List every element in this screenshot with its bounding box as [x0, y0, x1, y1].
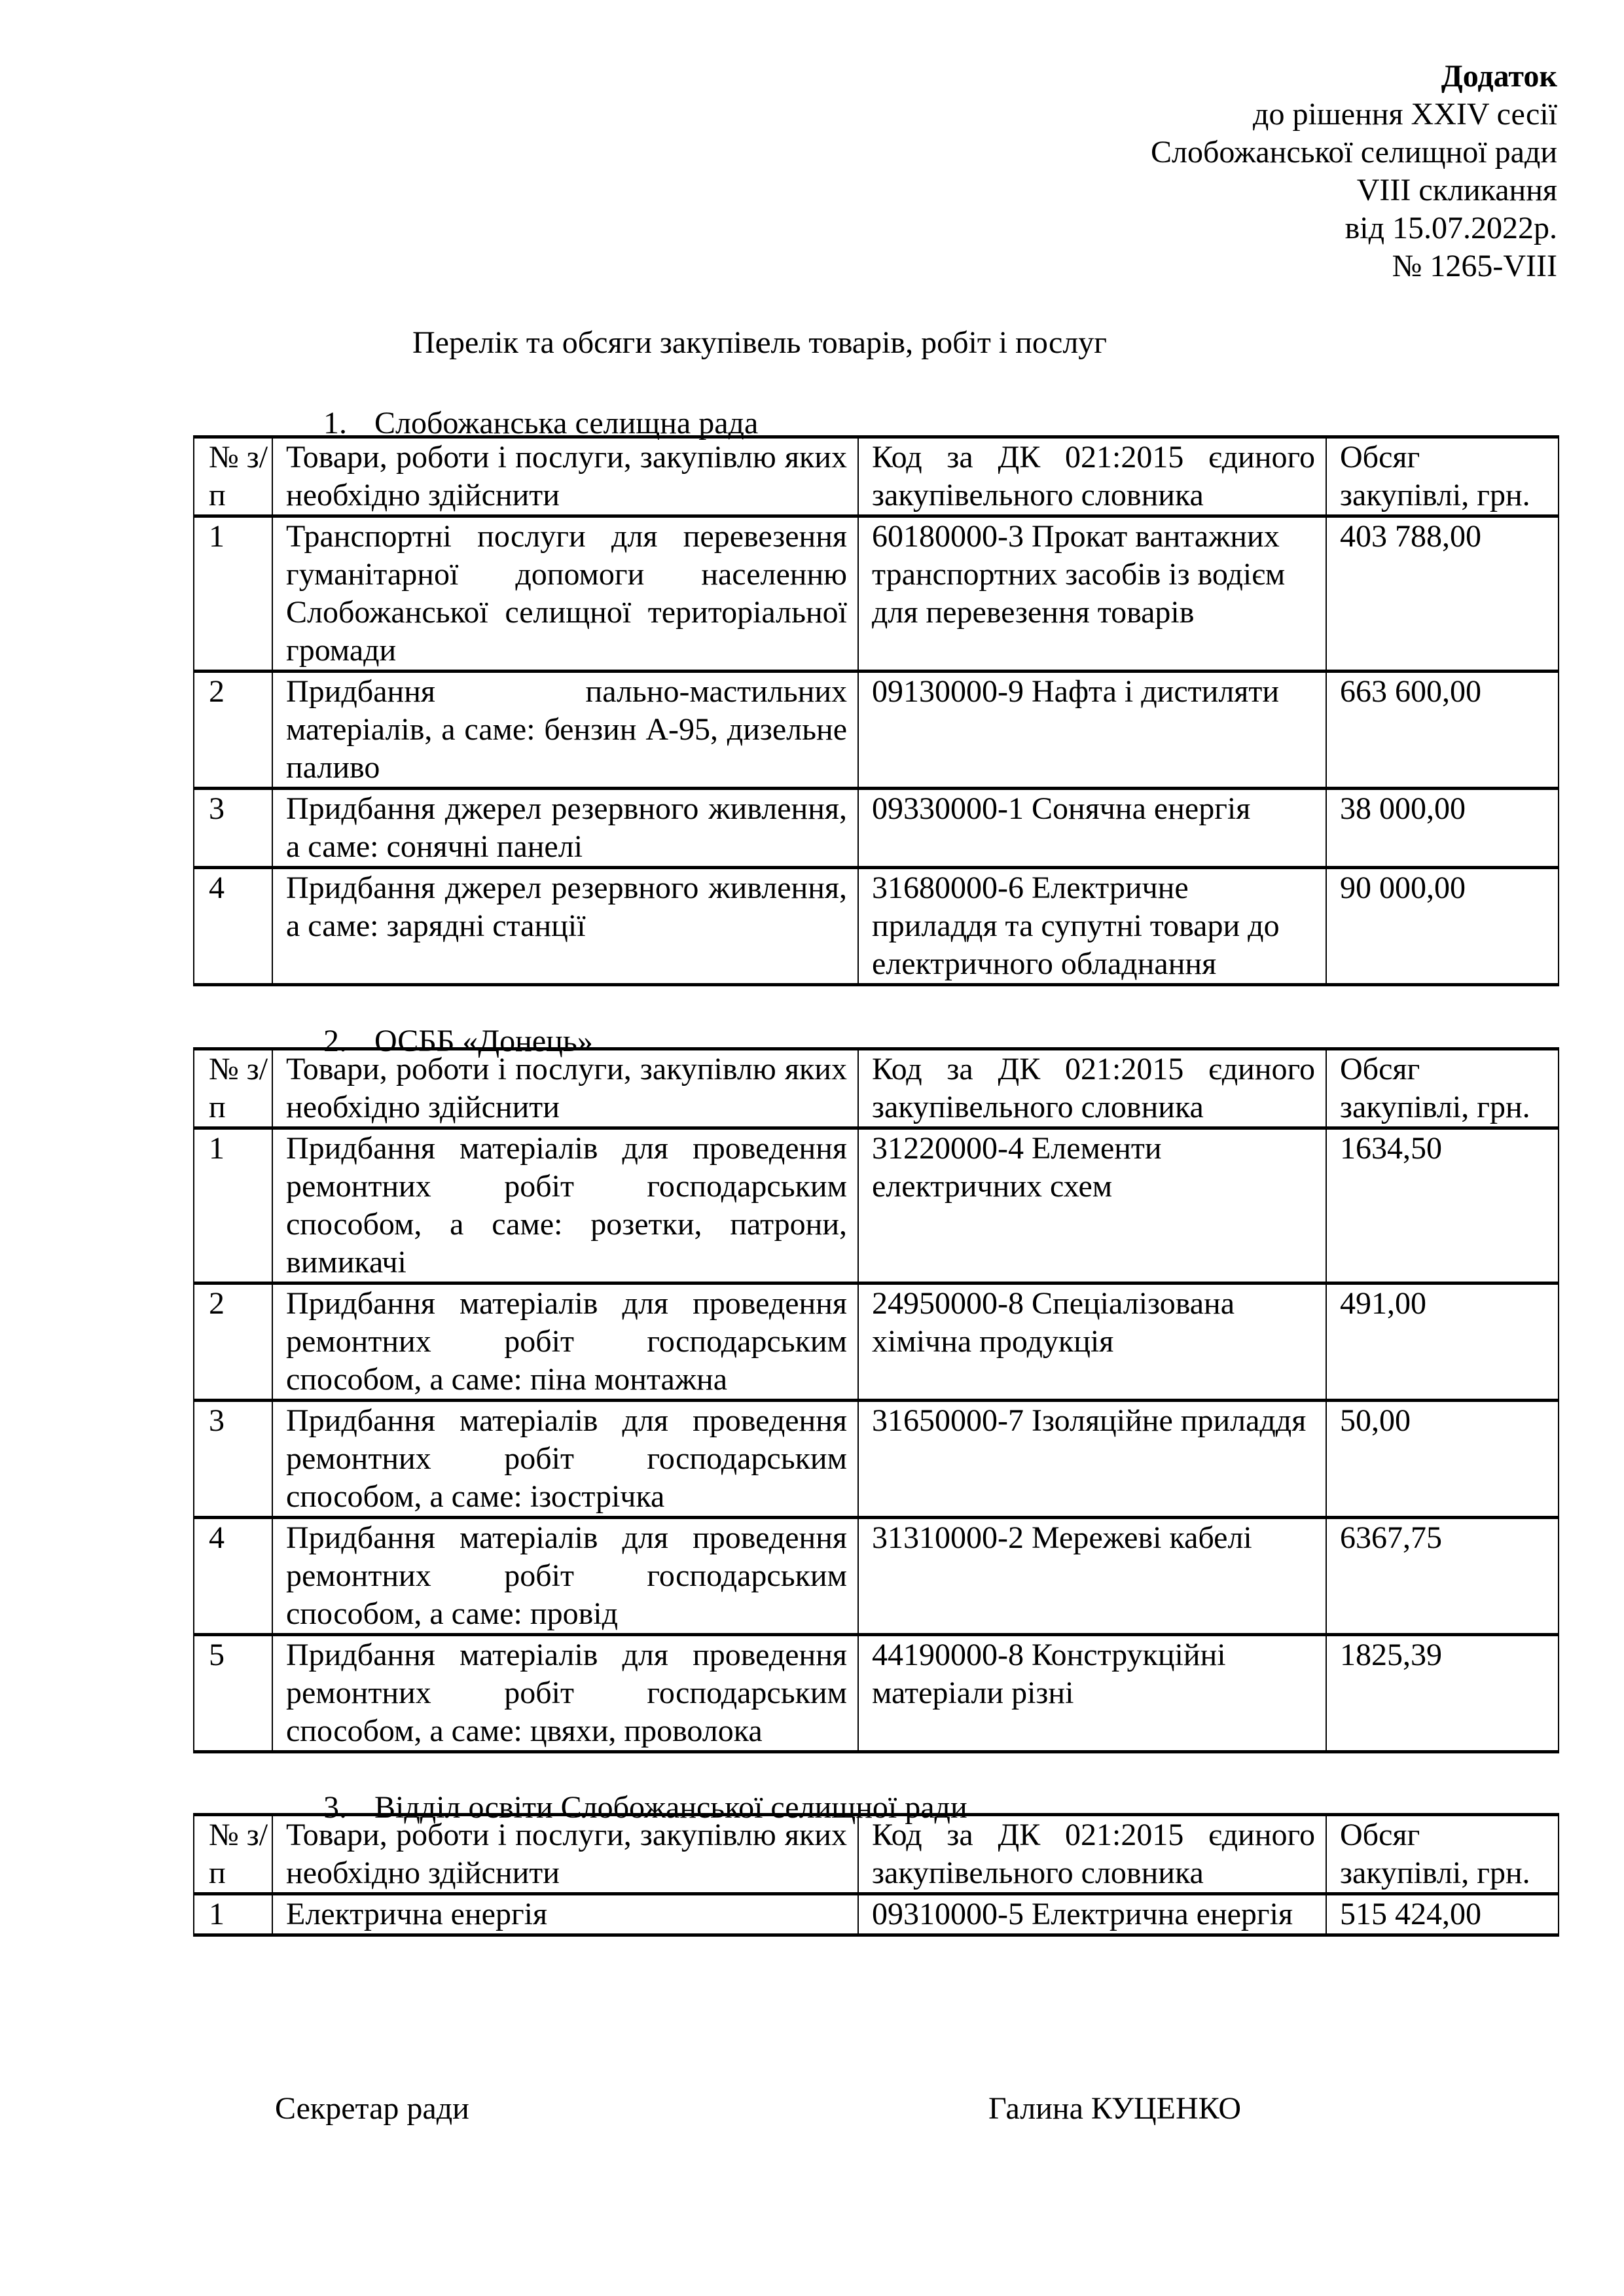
row-goods: Придбання матеріалів для проведення ремонтних робіт господарським способом, а саме: піна монтажна	[272, 1283, 858, 1401]
decision-date: від 15.07.2022р.	[1344, 211, 1557, 245]
section-title: Слобожанська селищна рада	[374, 406, 759, 440]
table-header-row	[194, 1815, 1559, 1894]
row-amount: 90 000,00	[1326, 868, 1559, 985]
council-name: Слобожанської селищної ради	[1151, 135, 1557, 170]
section-number: 2.	[323, 1024, 347, 1058]
procurement-table-3	[193, 1813, 1559, 1937]
row-goods: Придбання джерел резервного живлення, а саме: зарядні станції	[272, 868, 858, 985]
row-num: 1	[194, 1128, 272, 1283]
row-code: 09330000-1 Сонячна енергія	[858, 789, 1326, 868]
header-goods: Товари, роботи і послуги, закупівлю яких необхідно здійснити	[272, 1815, 858, 1894]
row-amount: 515 424,00	[1326, 1894, 1559, 1935]
row-goods: Електрична енергія	[272, 1894, 858, 1935]
decision-number: № 1265-VIII	[1392, 249, 1557, 283]
row-code: 09130000-9 Нафта і дистиляти	[858, 672, 1326, 789]
row-amount: 6367,75	[1326, 1518, 1559, 1635]
header-goods: Товари, роботи і послуги, закупівлю яких необхідно здійснити	[272, 437, 858, 516]
table-row	[194, 672, 1559, 789]
section-title: ОСББ «Донець»	[374, 1024, 593, 1058]
row-num: 4	[194, 1518, 272, 1635]
row-goods: Придбання матеріалів для проведення ремонтних робіт господарським способом, а саме: цвяхи, проволока	[272, 1635, 858, 1752]
row-goods: Придбання пально-мастильних матеріалів, а саме: бензин А-95, дизельне паливо	[272, 672, 858, 789]
table-header-row	[194, 437, 1559, 516]
table-row	[194, 1128, 1559, 1283]
row-code: 31680000-6 Електричне приладдя та супутні товари до електричного обладнання	[858, 868, 1326, 985]
appendix-header	[1151, 58, 1557, 285]
row-code: 24950000-8 Спеціалізована хімічна продукція	[858, 1283, 1326, 1401]
table-row	[194, 1894, 1559, 1935]
row-goods: Придбання матеріалів для проведення ремонтних робіт господарським способом, а саме: розетки, патрони, вимикачі	[272, 1128, 858, 1283]
row-code: 31310000-2 Мережеві кабелі	[858, 1518, 1326, 1635]
row-code: 31220000-4 Елементи електричних схем	[858, 1128, 1326, 1283]
table-row	[194, 1635, 1559, 1752]
row-code: 44190000-8 Конструкційні матеріали різні	[858, 1635, 1326, 1752]
section-number: 3.	[323, 1790, 347, 1825]
row-amount: 491,00	[1326, 1283, 1559, 1401]
decision-reference: до рішення XXIV сесії	[1253, 97, 1557, 132]
row-goods: Придбання джерел резервного живлення, а саме: сонячні панелі	[272, 789, 858, 868]
row-goods: Придбання матеріалів для проведення ремонтних робіт господарським способом, а саме: провід	[272, 1518, 858, 1635]
row-num: 3	[194, 789, 272, 868]
appendix-title: Додаток	[1441, 59, 1557, 94]
row-amount: 50,00	[1326, 1401, 1559, 1518]
row-amount: 38 000,00	[1326, 789, 1559, 868]
convocation: VIII скликання	[1356, 173, 1557, 207]
header-num: № з/п	[194, 1049, 272, 1128]
table-row	[194, 1401, 1559, 1518]
row-num: 2	[194, 672, 272, 789]
document-title: Перелік та обсяги закупівель товарів, робіт і послуг	[412, 325, 1107, 360]
signature-name: Галина КУЦЕНКО	[988, 2091, 1242, 2126]
header-amount: Обсяг закупівлі, грн.	[1326, 1049, 1559, 1128]
row-code: 60180000-3 Прокат вантажних транспортних засобів із водієм для перевезення товарів	[858, 516, 1326, 672]
procurement-table-1	[193, 435, 1559, 986]
section-number: 1.	[323, 406, 347, 440]
row-code: 09310000-5 Електрична енергія	[858, 1894, 1326, 1935]
procurement-table-2	[193, 1047, 1559, 1753]
row-num: 1	[194, 516, 272, 672]
table-row	[194, 1283, 1559, 1401]
table-row	[194, 1518, 1559, 1635]
row-num: 1	[194, 1894, 272, 1935]
signature-position: Секретар ради	[275, 2091, 469, 2126]
row-num: 5	[194, 1635, 272, 1752]
row-code: 31650000-7 Ізоляційне приладдя	[858, 1401, 1326, 1518]
row-amount: 1634,50	[1326, 1128, 1559, 1283]
header-amount: Обсяг закупівлі, грн.	[1326, 1815, 1559, 1894]
header-code: Код за ДК 021:2015 єдиного закупівельного словника	[858, 1049, 1326, 1128]
header-code: Код за ДК 021:2015 єдиного закупівельного словника	[858, 437, 1326, 516]
row-num: 3	[194, 1401, 272, 1518]
row-goods: Транспортні послуги для перевезення гуманітарної допомоги населенню Слобожанської селищної територіальної громади	[272, 516, 858, 672]
table-header-row	[194, 1049, 1559, 1128]
row-num: 4	[194, 868, 272, 985]
table-row	[194, 516, 1559, 672]
row-amount: 403 788,00	[1326, 516, 1559, 672]
row-num: 2	[194, 1283, 272, 1401]
row-amount: 663 600,00	[1326, 672, 1559, 789]
row-goods: Придбання матеріалів для проведення ремонтних робіт господарським способом, а саме: ізострічка	[272, 1401, 858, 1518]
table-row	[194, 868, 1559, 985]
table-row	[194, 789, 1559, 868]
header-goods: Товари, роботи і послуги, закупівлю яких необхідно здійснити	[272, 1049, 858, 1128]
header-num: № з/п	[194, 1815, 272, 1894]
row-amount: 1825,39	[1326, 1635, 1559, 1752]
header-amount: Обсяг закупівлі, грн.	[1326, 437, 1559, 516]
header-num: № з/п	[194, 437, 272, 516]
section-title: Відділ освіти Слобожанської селищної ради	[374, 1790, 967, 1825]
header-code: Код за ДК 021:2015 єдиного закупівельного словника	[858, 1815, 1326, 1894]
